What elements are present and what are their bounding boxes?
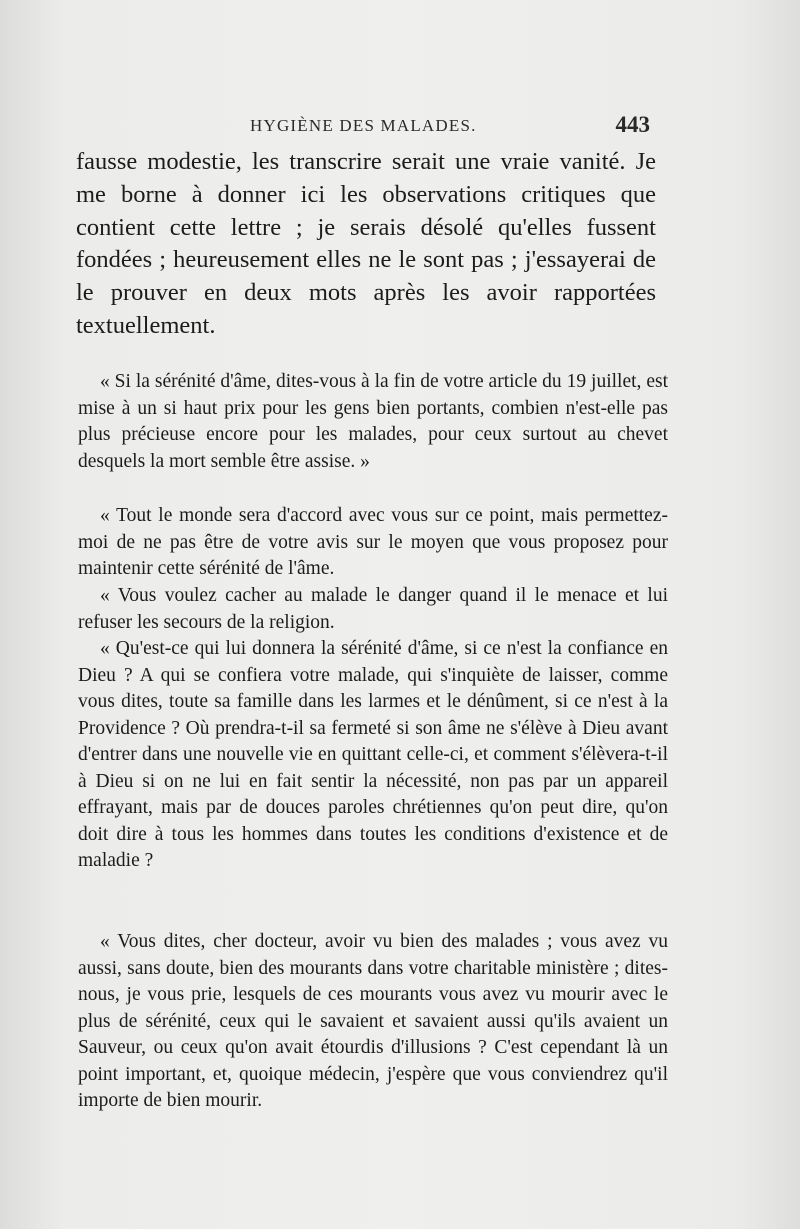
letter-paragraph: « Vous voulez cacher au malade le danger quand il le menace et lui refuser les secours de la religion.	[78, 585, 668, 633]
running-title: HYGIÈNE DES MALADES.	[250, 116, 477, 135]
intro-paragraph: fausse modestie, les transcrire serait une vraie vanité. Je me borne à donner ici les observations critiques que contient cette lettre ; je serais désolé qu'elles fussent fondées ; heureusement elles ne le sont pas ; j'essayerai de le prouver en deux mots après les avoir rapportées textuellement.	[76, 148, 656, 339]
letter-paragraph: « Tout le monde sera d'accord avec vous sur ce point, mais permettez-moi de ne pas être de votre avis sur le moyen que vous proposez pour maintenir cette sérénité de l'âme.	[78, 505, 668, 579]
letter-paragraph: « Qu'est-ce qui lui donnera la sérénité d'âme, si ce n'est la confiance en Dieu ? A qui se confiera votre malade, qui s'inquiète de laisser, comme vous dites, toute sa famille dans les larmes et le dénûment, si ce n'est à la Providence ? Où prendra-t-il sa fermeté si son âme ne s'élève à Dieu avant d'entrer dans une nouvelle vie en quittant celle-ci, et comment s'élèvera-t-il à Dieu si on ne lui en fait sentir la nécessité, non pas par un appareil effrayant, mais par de douces paroles chrétiennes qu'on peut dire, qu'on doit dire à tous les hommes dans toutes les conditions d'existence et de maladie ?	[78, 638, 668, 871]
letter-paragraph: « Si la sérénité d'âme, dites-vous à la fin de votre article du 19 juillet, est mise à un si haut prix pour les gens bien portants, combien n'est-elle pas plus précieuse encore pour les malades, pour ceux surtout au chevet desquels la mort semble être assise. »	[78, 371, 668, 472]
letter-paragraph: « Vous dites, cher docteur, avoir vu bien des malades ; vous avez vu aussi, sans doute, bien des mourants dans votre charitable ministère ; dites-nous, je vous prie, lesquels de ces mourants vous avez vu mourir avec le plus de sérénité, ceux qui le savaient et savaient aussi qu'ils avaient un Sauveur, ou ceux qu'on avait étourdis d'illusions ? C'est cependant là un point important, et, quoique médecin, j'espère que vous conviendrez qu'il importe de bien mourir.	[78, 931, 668, 1111]
running-head	[250, 112, 650, 138]
page-number: 443	[615, 112, 650, 137]
